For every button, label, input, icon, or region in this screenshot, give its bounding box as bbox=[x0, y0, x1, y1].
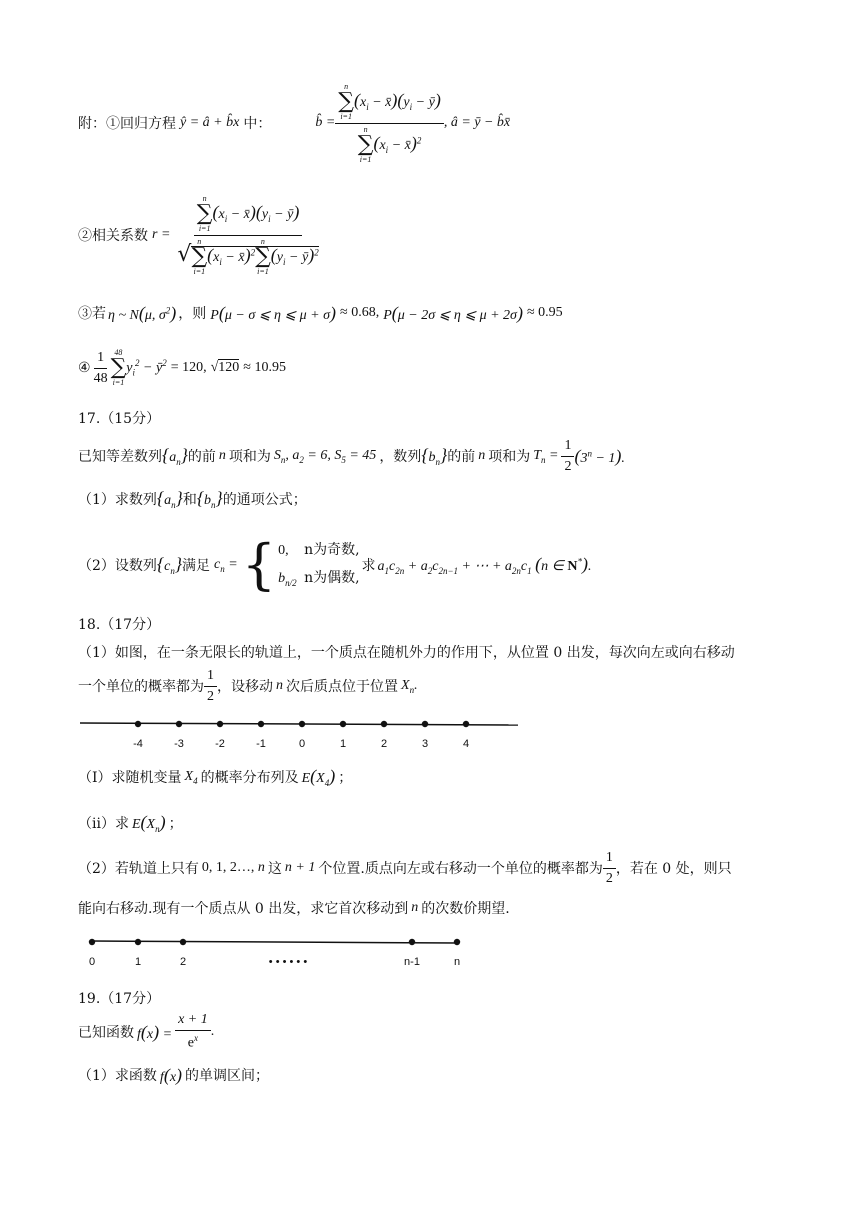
number-line-point bbox=[454, 939, 460, 945]
number-line-point bbox=[135, 939, 141, 945]
number-line-label: 3 bbox=[421, 738, 429, 750]
track-line-finite bbox=[92, 941, 458, 943]
number-line-point bbox=[340, 721, 346, 727]
case-odd: n为奇数, bbox=[304, 542, 360, 559]
q17-part1: （1）求数列 $\{a_n\}$ 和 $\{b_n\}$ 的通项公式； bbox=[78, 488, 307, 510]
number-line-label: 1 bbox=[134, 956, 142, 968]
q17-part2: （2）设数列 $\{c_n\}$ 满足 $c_n$ = { 0, n为奇数, $b_{n/2}$ n为偶数, 求 $a_1c_{2n} + a_2c_{2n-1}$ + ⋯ + $a_{2n}c_1$ (n ∈ N*). bbox=[78, 533, 592, 596]
number-line-label: n bbox=[453, 956, 461, 968]
case-even: n为偶数, bbox=[304, 570, 360, 586]
q18-part1-line1: （1）如图，在一条无限长的轨道上，一个质点在随机外力的作用下，从位置 0 出发，每次向左或向右移动 bbox=[78, 645, 735, 661]
q19-heading: 19.（17分） bbox=[78, 991, 161, 1007]
number-line-point bbox=[217, 721, 223, 727]
q18-part1-line2: 一个单位的概率都为 $\frac{1}{2}$ ，设移动 n 次后质点位于位置 $X_n$. bbox=[78, 667, 418, 704]
number-line-infinite bbox=[70, 710, 530, 752]
appendix-formula-2: ②相关系数 r = n ∑ i=1 ($x_i$ − $x̄)(y_i$ − ȳ) √ n ∑ i=1 ($x_i$ − x̄)$^2$ n ∑ i=1 ($y_i$ − ȳ)$^2$ bbox=[78, 195, 322, 275]
q17-stem: 已知等差数列 $\{a_n\}$ 的前 n 项和为 $S_n$, $a_2 = 6$, $S_5 = 45$ ，数列 $\{b_n\}$ 的前 n 项和为 $T_n$ = $\frac{1}{2}$ $(3^n - 1)$. bbox=[78, 437, 625, 474]
appendix-formula-1: 附：①回归方程 ŷ = â + b̂x 中： b̂ = n ∑ i=1 ($x_i$ − $x̄)(y_i$ − ȳ) n ∑ i=1 ($x_i$ − x̄)$^2$ , â = ȳ − b̂x̄ bbox=[78, 81, 511, 164]
number-line-label: -3 bbox=[174, 738, 184, 750]
q18-part2-line2: 能向右移动.现有一个质点从 0 出发，求它首次移动到 n 的次数价期望. bbox=[78, 900, 510, 917]
q18-sub1: （I）求随机变量 $X_4$ 的概率分布列及 $E(X_4)$ ； bbox=[78, 766, 353, 788]
number-line-point bbox=[258, 721, 264, 727]
b-hat-fraction: n ∑ i=1 ($x_i$ − $x̄)(y_i$ − ȳ) n ∑ i=1 ($x_i$ − x̄)$^2$ bbox=[335, 83, 444, 164]
q18-sub2: （ii）求 $E(X_n)$ ； bbox=[78, 812, 183, 834]
number-line-point bbox=[381, 721, 387, 727]
q17-heading: 17.（15分） bbox=[78, 411, 161, 427]
r-fraction: n ∑ i=1 ($x_i$ − $x̄)(y_i$ − ȳ) √ n ∑ i=1 ($x_i$ − x̄)$^2$ n ∑ i=1 ($y_i$ − ȳ)$^2$ bbox=[177, 193, 319, 276]
number-line-label: • • • • • • bbox=[268, 956, 308, 968]
number-line-label: -2 bbox=[215, 738, 225, 750]
q19-part1: （1）求函数 f(x) 的单调区间； bbox=[78, 1064, 270, 1085]
number-line-point bbox=[409, 939, 415, 945]
number-line-point bbox=[176, 721, 182, 727]
appendix-formula-3: ③若 η ~ N(μ, $\sigma^2$) ，则 P(μ − σ ⩽ η ⩽ μ + σ) ≈ 0.68, P(μ − 2σ ⩽ η ⩽ μ + 2σ) ≈ 0.95 bbox=[78, 302, 563, 323]
approx-2: ≈ 0.95 bbox=[526, 305, 563, 320]
number-line-label: -1 bbox=[256, 738, 266, 750]
approx-1: ≈ 0.68, bbox=[340, 305, 380, 320]
number-line-label: 0 bbox=[88, 956, 96, 968]
number-line-point bbox=[422, 721, 428, 727]
number-line-label: 2 bbox=[380, 738, 388, 750]
appendix-intro: 附：①回归方程 bbox=[78, 116, 176, 132]
number-line-label: 0 bbox=[298, 738, 306, 750]
number-line-label: n-1 bbox=[404, 956, 420, 968]
number-line-label: 1 bbox=[339, 738, 347, 750]
q18-part2-line1: （2）若轨道上只有 0, 1, 2…, n 这 n + 1 个位置.质点向左或右移动一个单位的概率都为 $\frac{1}{2}$ ，若在 0 处，则只 bbox=[78, 849, 732, 886]
appendix-label-3-mid: ，则 bbox=[178, 306, 207, 322]
number-line-point bbox=[180, 939, 186, 945]
number-line-point bbox=[135, 721, 141, 727]
number-line-label: 2 bbox=[179, 956, 187, 968]
appendix-label-2: ②相关系数 bbox=[78, 228, 148, 244]
appendix-formula-4: ④ $\frac{1}{48}$ 48 ∑ i=1 $y_i^2$ − $ȳ^2$ = 120, √120 ≈ 10.95 bbox=[78, 348, 286, 387]
approx-4: ≈ 10.95 bbox=[243, 360, 286, 375]
eq-120: = 120, bbox=[170, 360, 207, 375]
number-line-label: -4 bbox=[133, 738, 143, 750]
number-line-point bbox=[463, 721, 469, 727]
appendix-label-3: ③若 bbox=[78, 306, 106, 322]
appendix-label-4: ④ bbox=[78, 360, 91, 376]
number-line-label: 4 bbox=[462, 738, 470, 750]
q18-heading: 18.（17分） bbox=[78, 617, 161, 633]
appendix-mid: 中： bbox=[243, 116, 272, 132]
number-line-finite bbox=[78, 928, 478, 976]
number-line-point bbox=[299, 721, 305, 727]
number-line-point bbox=[89, 939, 95, 945]
q19-stem: 已知函数 f(x) = $\frac{x + 1}{e^x}$ . bbox=[78, 1012, 215, 1051]
